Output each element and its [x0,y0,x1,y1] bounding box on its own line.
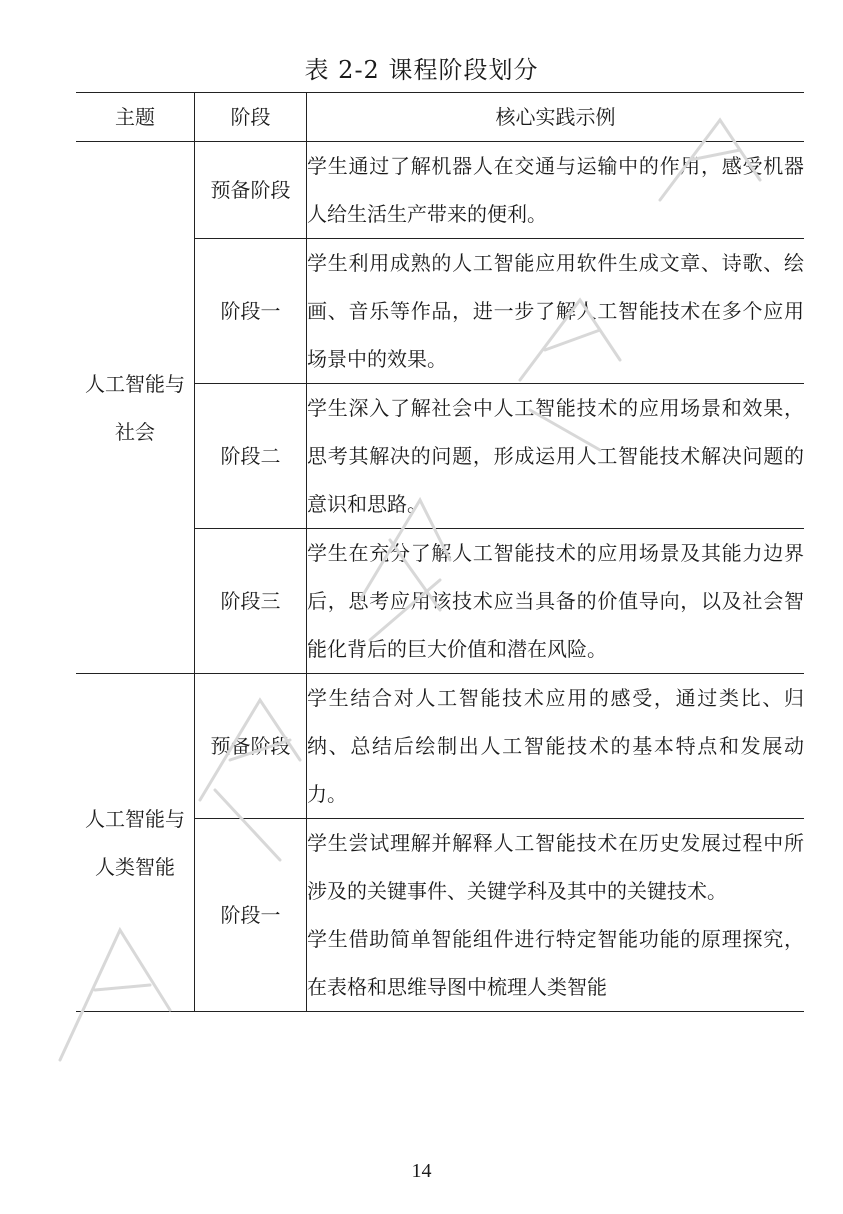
example-cell: 学生结合对人工智能技术应用的感受，通过类比、归纳、总结后绘制出人工智能技术的基本特点和发展动力。 [307,674,805,819]
stage-cell: 阶段三 [195,529,307,674]
example-paragraph: 学生尝试理解并解释人工智能技术在历史发展过程中所涉及的关键事件、关键学科及其中的关键技术。 [307,831,804,903]
example-cell: 学生利用成熟的人工智能应用软件生成文章、诗歌、绘画、音乐等作品，进一步了解人工智能技术在多个应用场景中的效果。 [307,239,805,384]
example-cell: 学生深入了解社会中人工智能技术的应用场景和效果，思考其解决的问题，形成运用人工智能技术解决问题的意识和思路。 [307,384,805,529]
header-theme: 主题 [76,93,195,142]
table-caption: 表 2-2 课程阶段划分 [304,56,539,84]
example-paragraph: 学生借助简单智能组件进行特定智能功能的原理探究，在表格和思维导图中梳理人类智能 [307,927,804,999]
header-example: 核心实践示例 [307,93,805,142]
stage-cell: 阶段二 [195,384,307,529]
stage-cell: 预备阶段 [195,674,307,819]
theme-cell: 人工智能与人类智能 [76,674,195,1012]
stage-cell: 预备阶段 [195,142,307,239]
stage-cell: 阶段一 [195,239,307,384]
page-number: 14 [411,1160,432,1182]
example-cell [307,819,805,1012]
theme-cell: 人工智能与社会 [76,142,195,674]
example-cell: 学生通过了解机器人在交通与运输中的作用，感受机器人给生活生产带来的便利。 [307,142,805,239]
header-stage: 阶段 [195,93,307,142]
stage-cell: 阶段一 [195,819,307,1012]
course-stage-table [76,92,804,1012]
example-cell: 学生在充分了解人工智能技术的应用场景及其能力边界后，思考应用该技术应当具备的价值导向，以及社会智能化背后的巨大价值和潜在风险。 [307,529,805,674]
table-row [76,142,804,239]
table-header-row [76,93,804,142]
table-row [76,674,804,819]
